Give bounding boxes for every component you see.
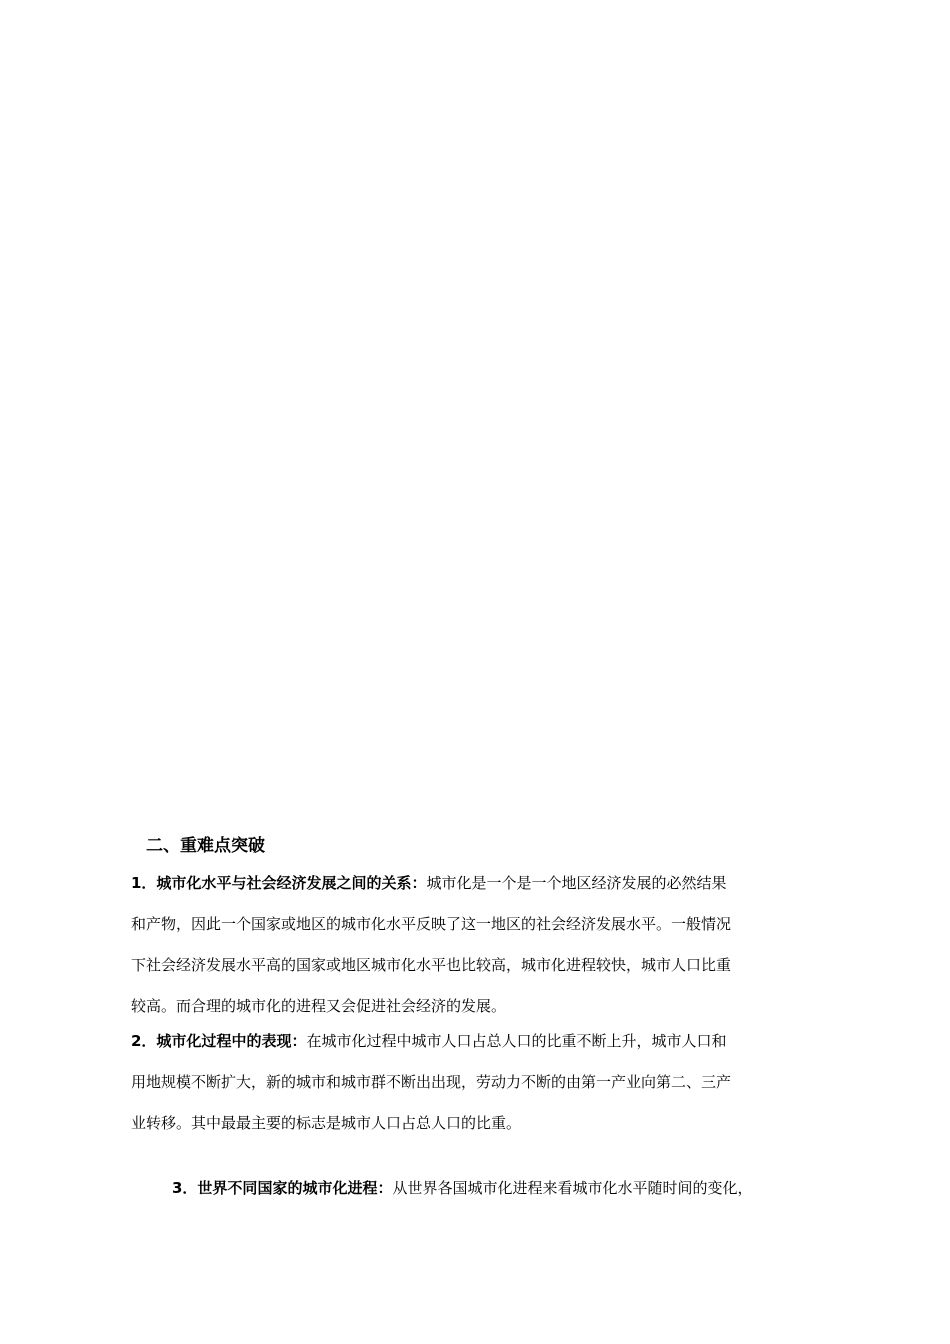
paragraph-world-urbanization [172, 1168, 852, 1209]
section-title: 二、重难点突破 [146, 836, 265, 856]
paragraph-line: 和产物，因此一个国家或地区的城市化水平反映了这一地区的社会经济发展水平。一般情况 [131, 915, 732, 933]
paragraph-text: 从世界各国城市化进程来看城市化水平随时间的变化， [392, 1179, 753, 1197]
paragraph-text: 城市化是一个是一个地区经济发展的必然结果 [426, 874, 727, 892]
paragraph-urbanization-economy [131, 863, 811, 1027]
paragraph-line [131, 863, 811, 904]
paragraph-heading: 2．城市化过程中的表现： [131, 1032, 307, 1050]
paragraph-heading: 3．世界不同国家的城市化进程： [172, 1179, 393, 1197]
paragraph-line [131, 1021, 811, 1062]
paragraph-line: 用地规模不断扩大，新的城市和城市群不断出出现，劳动力不断的由第一产业向第二、三产 [131, 1073, 732, 1091]
paragraph-line: 下社会经济发展水平高的国家或地区城市化水平也比较高，城市化进程较快，城市人口比重 [131, 956, 732, 974]
paragraph-line [172, 1168, 852, 1209]
paragraph-heading: 1．城市化水平与社会经济发展之间的关系： [131, 874, 427, 892]
paragraph-line: 业转移。其中最最主要的标志是城市人口占总人口的比重。 [131, 1114, 522, 1132]
paragraph-urbanization-process [131, 1021, 811, 1144]
paragraph-text: 在城市化过程中城市人口占总人口的比重不断上升，城市人口和 [306, 1032, 727, 1050]
paragraph-line: 较高。而合理的城市化的进程又会促进社会经济的发展。 [131, 997, 507, 1015]
